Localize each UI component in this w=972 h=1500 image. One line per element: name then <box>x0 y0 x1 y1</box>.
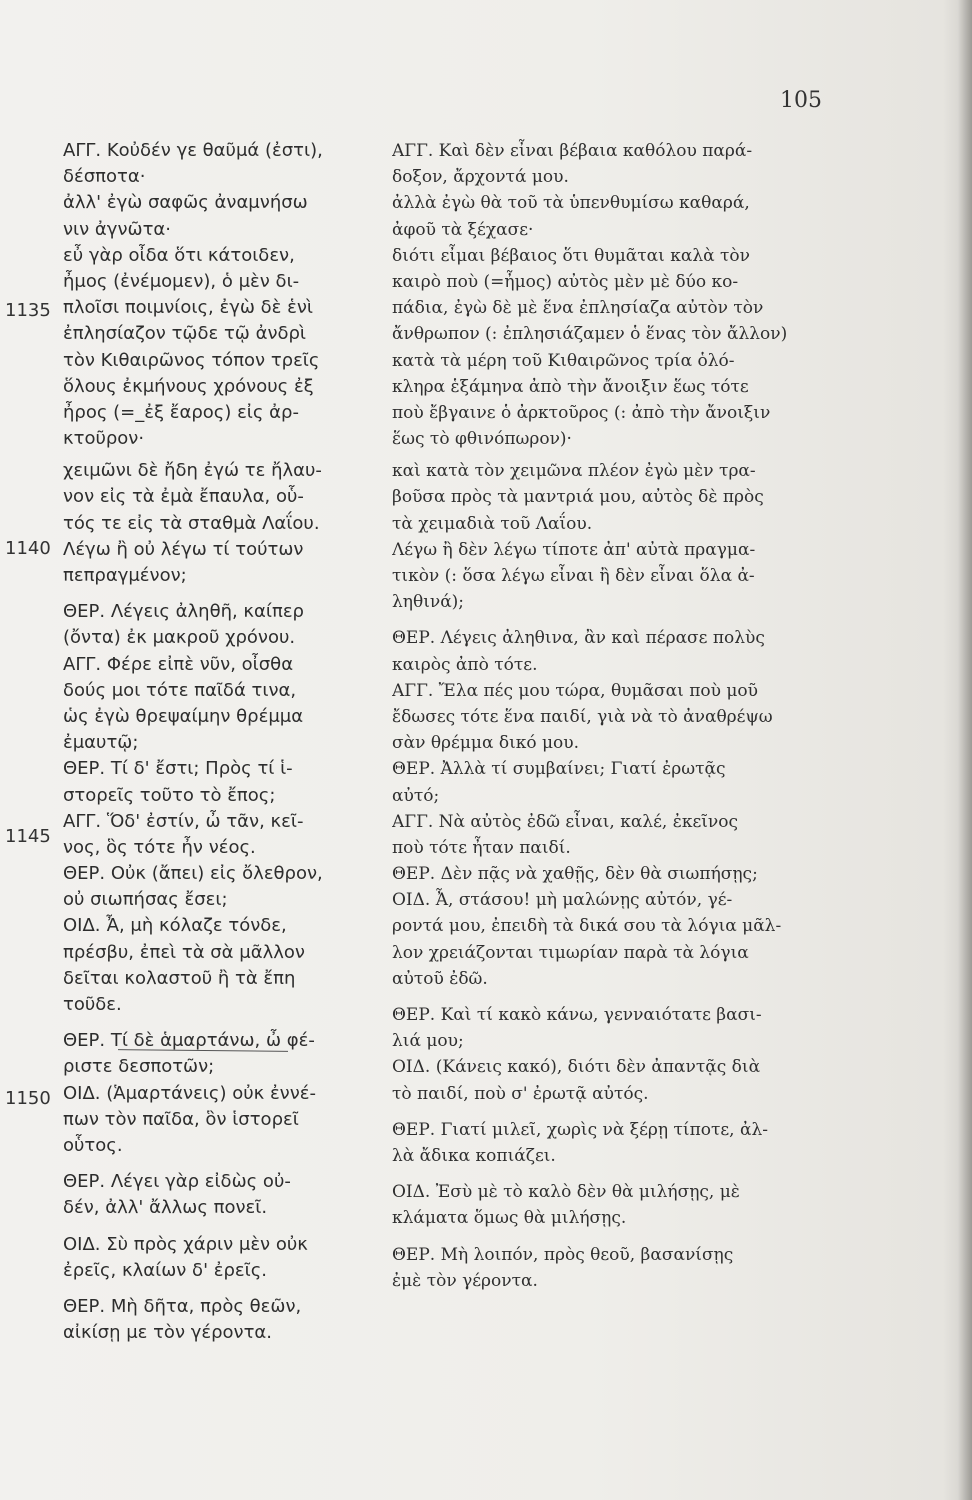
translation-line: καὶ κατὰ τὸν χειμῶνα πλέον ἐγὼ μὲν τρα- <box>392 461 756 482</box>
translation-line: ΘΕΡ. Καὶ τί κακὸ κάνω, γενναιότατε βασι- <box>392 1005 762 1025</box>
translation-line: κληρα ἑξάμηνα ἀπὸ τὴν ἄνοιξιν ἕως τότε <box>392 376 749 397</box>
greek-text-line: ΑΓΓ. Φέρε εἰπὲ νῦν, οἶσθα <box>63 653 294 675</box>
translation-line: ληθινά); <box>392 592 465 613</box>
greek-text-line: ΟΙΔ. Ἆ, μὴ κόλαζε τόνδε, <box>63 915 287 937</box>
translation-line: ροντά μου, ἐπειδὴ τὰ δικά σου τὰ λόγια μᾶλ- <box>392 916 782 937</box>
greek-text-line: Λέγω ἢ οὐ λέγω τί τούτων <box>63 538 304 560</box>
translation-column <box>392 138 825 1294</box>
block-spacer <box>63 1284 385 1294</box>
translation-line: ΘΕΡ. Δὲν πᾷς νὰ χαθῇς, δὲν θὰ σιωπήσῃς; <box>392 864 758 885</box>
greek-text-line: ριστε δεσποτῶν; <box>63 1056 215 1078</box>
translation-line: τὸ παιδί, ποὺ σ' ἐρωτᾷ αὐτός. <box>392 1083 649 1104</box>
greek-text-line: ἦμος (ἐνέμομεν), ὁ μὲν δι- <box>63 270 300 292</box>
line-number: 1145 <box>5 826 51 847</box>
greek-text-line: νος, ὃς τότε ἦν νέος. <box>63 836 256 858</box>
translation-line: λιά μου; <box>392 1031 464 1052</box>
page-edge <box>958 0 972 1500</box>
translation-line: ἕως τὸ φθινόπωρον)· <box>392 429 572 450</box>
greek-text-line: κτοῦρον· <box>63 428 145 450</box>
translation-line: ἔδωσες τότε ἕνα παιδί, γιὰ νὰ τὸ ἀναθρέψω <box>392 706 773 727</box>
greek-text-line: ΘΕΡ. Τί δὲ ἁμαρτάνω, ὦ φέ- <box>63 1030 315 1052</box>
greek-text-line: στορεῖς τοῦτο τὸ ἔπος; <box>63 784 276 806</box>
translation-line: βοῦσα πρὸς τὰ μαντριά μου, αὐτὸς δὲ πρὸς <box>392 487 764 508</box>
greek-text-line: ΘΕΡ. Μὴ δῆτα, πρὸς θεῶν, <box>63 1295 302 1317</box>
greek-text-line: τός τε εἰς τὰ σταθμὰ Λαΐου. <box>63 512 320 534</box>
greek-text-line: πρέσβυ, ἐπεὶ τὰ σὰ μᾶλλον <box>63 941 305 963</box>
greek-text-line: ΘΕΡ. Λέγεις ἀληθῆ, καίπερ <box>63 601 304 623</box>
translation-line: ΟΙΔ. (Κάνεις κακό), διότι δὲν ἀπαντᾷς διὰ <box>392 1057 761 1078</box>
translation-line: καιρὸ ποὺ (=ἦμος) αὐτὸς μὲν μὲ δύο κο- <box>392 271 739 292</box>
greek-text-line: ΘΕΡ. Τί δ' ἔστι; Πρὸς τί ἱ- <box>63 758 293 780</box>
translation-line: τικὸν (: ὅσα λέγω εἶναι ἢ δὲν εἶναι ὅλα ἀ- <box>392 566 755 586</box>
translation-line: ΑΓΓ. Ἔλα πές μου τώρα, θυμᾶσαι ποὺ μοῦ <box>392 680 758 701</box>
greek-text-line: οὗτος. <box>63 1134 123 1156</box>
greek-text-line: πεπραγμένον; <box>63 565 187 586</box>
translation-line: λὰ ἄδικα κοπιάζει. <box>392 1145 556 1166</box>
block-spacer <box>392 1232 825 1242</box>
translation-line: ΘΕΡ. Γιατί μιλεῖ, χωρὶς νὰ ξέρῃ τίποτε, ἀλ- <box>392 1119 768 1140</box>
greek-text-line: πλοῖσι ποιμνίοις, ἐγὼ δὲ ἑνὶ <box>63 297 313 319</box>
translation-line: διότι εἶμαι βέβαιος ὅτι θυμᾶται καλὰ τὸν <box>392 245 750 266</box>
translation-line: ἄνθρωπον (: ἐπλησιάζαμεν ὁ ἕνας τὸν ἄλλον) <box>392 324 788 345</box>
translation-line: ΘΕΡ. Ἀλλὰ τί συμβαίνει; Γιατί ἐρωτᾷς <box>392 759 726 780</box>
greek-text-line: δέσποτα· <box>63 166 146 188</box>
greek-text-line: ἦρος (=_ἐξ ἔαρος) εἰς ἀρ- <box>63 401 299 423</box>
greek-text-line: νιν ἀγνῶτα· <box>63 218 171 240</box>
greek-text-line: εὖ γὰρ οἶδα ὅτι κάτοιδεν, <box>63 244 295 266</box>
translation-line: αὐτό; <box>392 785 440 806</box>
block-spacer <box>63 1222 385 1232</box>
greek-text-line: ἐμαυτῷ; <box>63 732 139 754</box>
greek-text-line: ΑΓΓ. Κοὐδέν γε θαῦμά (ἐστι), <box>63 140 323 161</box>
translation-line: ΑΓΓ. Καὶ δὲν εἶναι βέβαια καθόλου παρά- <box>392 141 753 161</box>
greek-text-line: δεῖται κολαστοῦ ἢ τὰ ἔπη <box>63 967 296 989</box>
translation-line: ἀλλὰ ἐγὼ θὰ τοῦ τὰ ὑπενθυμίσω καθαρά, <box>392 193 750 214</box>
greek-text-line: ἐπλησίαζον τῷδε τῷ ἀνδρὶ <box>63 323 307 345</box>
block-spacer <box>392 992 825 1002</box>
page-number: 105 <box>780 88 822 113</box>
block-spacer <box>63 589 385 599</box>
greek-text-line: ΑΓΓ. Ὅδ' ἐστίν, ὦ τᾶν, κεῖ- <box>63 810 304 832</box>
greek-text-line: χειμῶνι δὲ ἤδη ἐγώ τε ἤλαυ- <box>63 460 322 482</box>
translation-line: ΘΕΡ. Λέγεις ἀληθινα, ἂν καὶ πέρασε πολὺς <box>392 628 765 649</box>
greek-text-line: (ὄντα) ἐκ μακροῦ χρόνου. <box>63 627 296 649</box>
translation-line: σὰν θρέμμα δικό μου. <box>392 733 580 754</box>
greek-text-line: οὐ σιωπήσας ἔσει; <box>63 889 228 911</box>
block-spacer <box>392 1169 825 1179</box>
greek-text-line: ΟΙΔ. (Ἁμαρτάνεις) οὐκ ἐννέ- <box>63 1082 317 1104</box>
line-number: 1150 <box>5 1088 51 1109</box>
translation-line: πάδια, ἐγὼ δὲ μὲ ἕνα ἐπλησίαζα αὐτὸν τὸν <box>392 298 764 319</box>
greek-text-line: δέν, ἀλλ' ἄλλως πονεῖ. <box>63 1197 268 1219</box>
translation-line: ποὺ ἔβγαινε ὁ ἀρκτοῦρος (: ἀπὸ τὴν ἄνοιξιν <box>392 402 771 423</box>
translation-line: λον χρειάζονται τιμωρίαν παρὰ τὰ λόγια <box>392 942 749 963</box>
translation-line: αὐτοῦ ἐδῶ. <box>392 968 488 989</box>
greek-text-line: πων τὸν παῖδα, ὃν ἱστορεῖ <box>63 1108 299 1130</box>
translation-line: Λέγω ἢ δὲν λέγω τίποτε ἀπ' αὐτὰ πραγμα- <box>392 539 756 560</box>
block-spacer <box>63 1018 385 1028</box>
translation-line: ΟΙΔ. Ἐσὺ μὲ τὸ καλὸ δὲν θὰ μιλήσῃς, μὲ <box>392 1182 740 1203</box>
greek-text-line: τοῦδε. <box>63 994 122 1015</box>
translation-line: ΟΙΔ. Ἆ, στάσου! μὴ μαλώνῃς αὐτόν, γέ- <box>392 890 733 911</box>
greek-text-line: ὡς ἐγὼ θρεψαίμην θρέμμα <box>63 705 304 727</box>
translation-line: δοξον, ἄρχοντά μου. <box>392 167 569 188</box>
translation-line: ΘΕΡ. Μὴ λοιπόν, πρὸς θεοῦ, βασανίσῃς <box>392 1244 734 1265</box>
block-spacer <box>63 1159 385 1169</box>
greek-text-line: ἀλλ' ἐγὼ σαφῶς ἀναμνήσω <box>63 192 308 214</box>
greek-text-line: τὸν Κιθαιρῶνος τόπον τρεῖς <box>63 349 320 371</box>
block-spacer <box>392 615 825 625</box>
greek-text-line: ἐρεῖς, κλαίων δ' ἐρεῖς. <box>63 1259 267 1281</box>
block-spacer <box>392 1107 825 1117</box>
translation-line: τὰ χειμαδιὰ τοῦ Λαΐου. <box>392 513 593 534</box>
translation-line: ἀφοῦ τὰ ξέχασε· <box>392 219 534 240</box>
translation-line: καιρὸς ἀπὸ τότε. <box>392 654 538 675</box>
translation-line: κατὰ τὰ μέρη τοῦ Κιθαιρῶνος τρία ὁλό- <box>392 350 735 371</box>
translation-line: ἐμὲ τὸν γέροντα. <box>392 1270 538 1291</box>
greek-text-line: ΟΙΔ. Σὺ πρὸς χάριν μὲν οὐκ <box>63 1233 308 1255</box>
greek-text-line: ΘΕΡ. Οὐκ (ἄπει) εἰς ὄλεθρον, <box>63 863 323 885</box>
translation-line: ΑΓΓ. Νὰ αὐτὸς ἐδῶ εἶναι, καλέ, ἐκεῖνος <box>392 811 739 832</box>
line-number: 1140 <box>5 538 51 559</box>
greek-text-line: ὅλους ἐκμήνους χρόνους ἐξ <box>63 375 314 397</box>
greek-text-line: αἰκίσῃ με τὸν γέροντα. <box>63 1322 273 1344</box>
translation-line: ποὺ τότε ἦταν παιδί. <box>392 837 571 858</box>
greek-text-line: δούς μοι τότε παῖδά τινα, <box>63 679 297 701</box>
translation-line: κλάματα ὅμως θὰ μιλήσῃς. <box>392 1208 627 1229</box>
greek-text-line: ΘΕΡ. Λέγει γὰρ εἰδὼς οὐ- <box>63 1171 291 1193</box>
line-number: 1135 <box>5 300 51 321</box>
greek-text-column <box>63 138 385 1346</box>
greek-text-line: νον εἰς τὰ ἐμὰ ἔπαυλα, οὗ- <box>63 486 304 508</box>
